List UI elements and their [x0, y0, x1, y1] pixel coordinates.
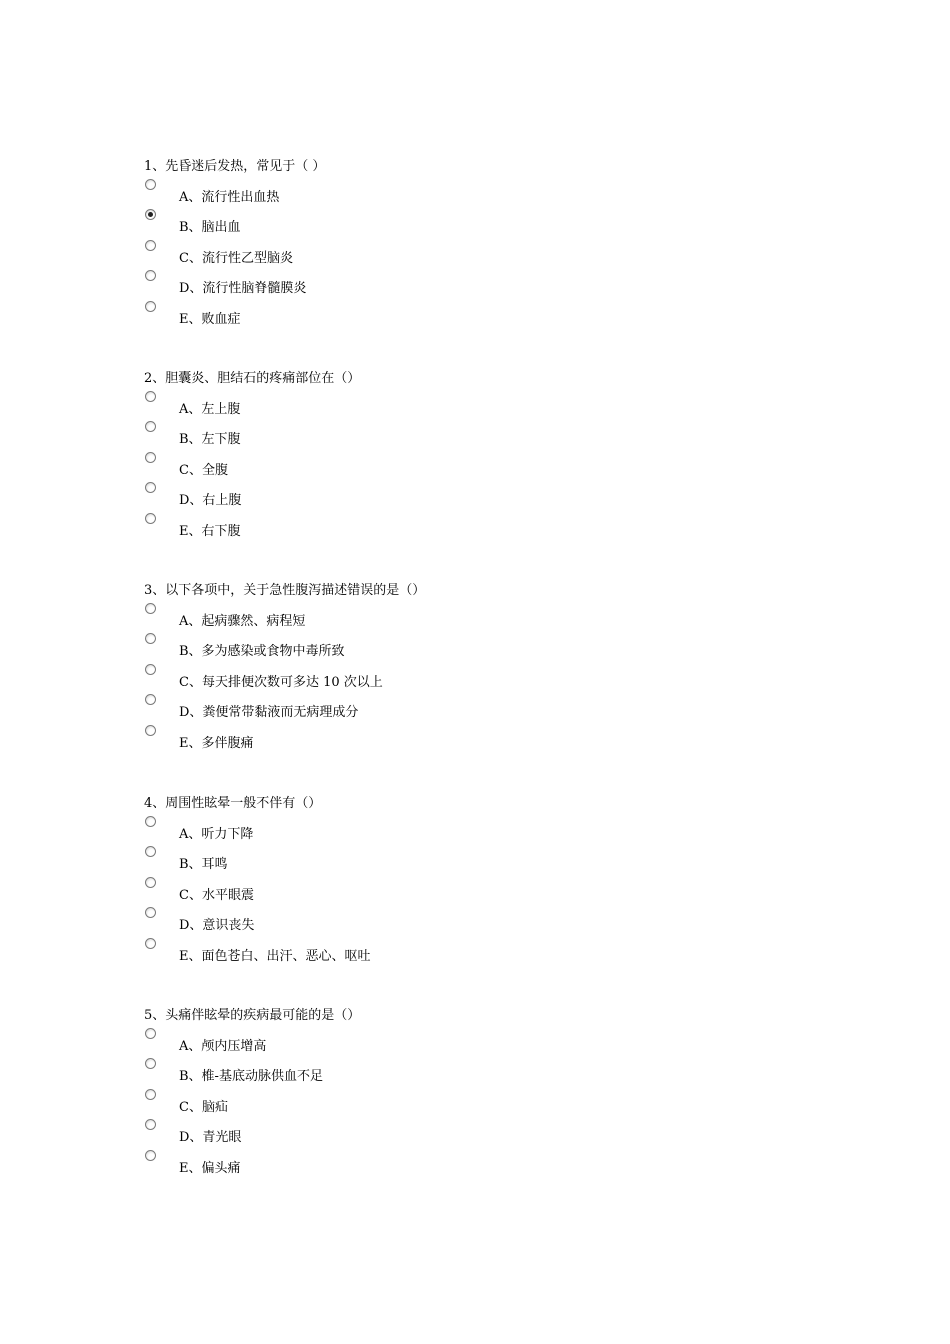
option-label[interactable]: C、每天排便次数可多达 10 次以上: [179, 675, 383, 690]
radio-q1-option-b[interactable]: [145, 209, 156, 220]
question-2: [0, 371, 950, 571]
radio-q3-option-c[interactable]: [145, 664, 156, 675]
radio-q4-option-a[interactable]: [145, 816, 156, 827]
option-label[interactable]: B、左下腹: [179, 432, 241, 447]
radio-q4-option-d[interactable]: [145, 907, 156, 918]
option-label[interactable]: D、右上腹: [179, 493, 242, 508]
option-label[interactable]: E、偏头痛: [179, 1161, 241, 1176]
question-3: [0, 583, 950, 783]
radio-q5-option-a[interactable]: [145, 1028, 156, 1039]
radio-q1-option-c[interactable]: [145, 240, 156, 251]
radio-q5-option-b[interactable]: [145, 1058, 156, 1069]
question-1: [0, 159, 950, 359]
question-4: [0, 796, 950, 996]
radio-q3-option-e[interactable]: [145, 725, 156, 736]
radio-q2-option-a[interactable]: [145, 391, 156, 402]
radio-q3-option-a[interactable]: [145, 603, 156, 614]
radio-q5-option-e[interactable]: [145, 1150, 156, 1161]
option-label[interactable]: E、败血症: [179, 312, 241, 327]
radio-q5-option-d[interactable]: [145, 1119, 156, 1130]
option-label[interactable]: D、意识丧失: [179, 918, 255, 933]
radio-q4-option-c[interactable]: [145, 877, 156, 888]
radio-q3-option-d[interactable]: [145, 694, 156, 705]
option-label[interactable]: A、左上腹: [179, 402, 241, 417]
radio-q4-option-e[interactable]: [145, 938, 156, 949]
option-label[interactable]: B、椎-基底动脉供血不足: [179, 1069, 323, 1084]
option-label[interactable]: A、流行性出血热: [179, 190, 280, 205]
radio-q1-option-a[interactable]: [145, 179, 156, 190]
radio-q2-option-c[interactable]: [145, 452, 156, 463]
option-label[interactable]: E、右下腹: [179, 524, 241, 539]
radio-q2-option-d[interactable]: [145, 482, 156, 493]
option-label[interactable]: A、听力下降: [179, 827, 254, 842]
radio-q2-option-e[interactable]: [145, 513, 156, 524]
option-label[interactable]: D、流行性脑脊髓膜炎: [179, 281, 307, 296]
radio-q5-option-c[interactable]: [145, 1089, 156, 1100]
option-label[interactable]: A、颅内压增高: [179, 1039, 267, 1054]
option-label[interactable]: E、面色苍白、出汗、恶心、呕吐: [179, 949, 371, 964]
option-label[interactable]: C、流行性乙型脑炎: [179, 251, 293, 266]
option-label[interactable]: A、起病骤然、病程短: [179, 614, 306, 629]
option-label[interactable]: D、粪便常带黏液而无病理成分: [179, 705, 359, 720]
radio-q4-option-b[interactable]: [145, 846, 156, 857]
option-label[interactable]: B、多为感染或食物中毒所致: [179, 644, 345, 659]
question-title: 1、先昏迷后发热，常见于（ ）: [144, 159, 326, 174]
radio-q3-option-b[interactable]: [145, 633, 156, 644]
option-label[interactable]: C、脑疝: [179, 1100, 228, 1115]
question-title: 3、以下各项中，关于急性腹泻描述错误的是（）: [144, 583, 426, 598]
option-label[interactable]: E、多伴腹痛: [179, 736, 254, 751]
radio-q2-option-b[interactable]: [145, 421, 156, 432]
radio-q1-option-d[interactable]: [145, 270, 156, 281]
option-label[interactable]: D、青光眼: [179, 1130, 242, 1145]
question-title: 4、周围性眩晕一般不伴有（）: [144, 796, 322, 811]
question-5: [0, 1008, 950, 1208]
option-label[interactable]: B、耳鸣: [179, 857, 228, 872]
question-title: 5、头痛伴眩晕的疾病最可能的是（）: [144, 1008, 361, 1023]
option-label[interactable]: C、全腹: [179, 463, 228, 478]
option-label[interactable]: B、脑出血: [179, 220, 241, 235]
radio-q1-option-e[interactable]: [145, 301, 156, 312]
option-label[interactable]: C、水平眼震: [179, 888, 254, 903]
question-title: 2、胆囊炎、胆结石的疼痛部位在（）: [144, 371, 361, 386]
